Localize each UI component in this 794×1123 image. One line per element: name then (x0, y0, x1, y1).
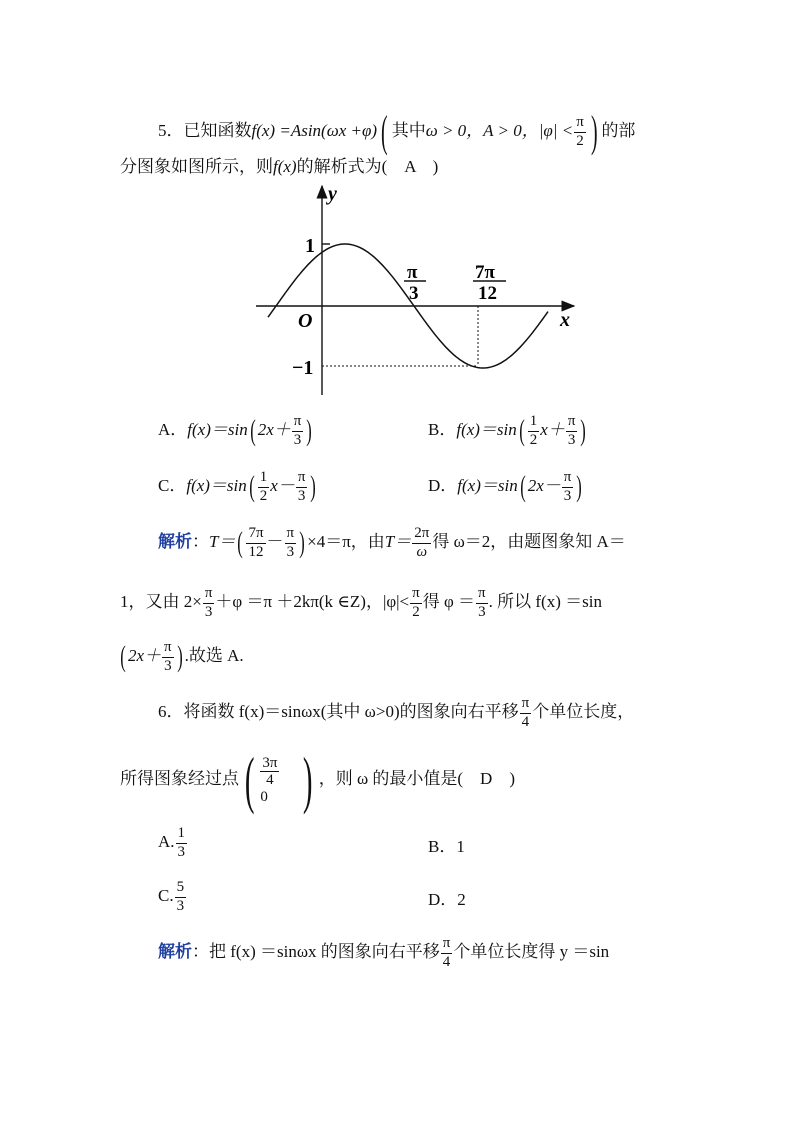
q5-solution-line2: 1，又由 2× $\frac{\pi}{3}$ ＋φ ＝π ＋2kπ(k ∈Z)，|φ|< $\frac{\pi}{2}$ 得 φ ＝ $\frac{\pi}{3}$ . 所以 f(x) ＝sin (120, 585, 602, 620)
q5-option-d: D．f(x)＝sin( 2x－ $\frac{\pi}{3}$ ) (428, 469, 583, 504)
paren-open: ( (381, 107, 388, 156)
q6-option-a: A. $\frac{1}{3}$ (158, 825, 186, 860)
q5-solution-line3: ( 2x＋ $\frac{\pi}{3}$ ) .故选 A. (120, 639, 244, 674)
q5-option-a: A．f(x)＝sin( 2x＋ $\frac{\pi}{3}$ ) (158, 413, 313, 448)
fraction-pi-over-2: $\frac{\pi}{2}$ (576, 113, 584, 149)
y-axis-label: y (328, 183, 337, 205)
q6-stem-line2: 所得图象经过点( $\frac{3\pi}{4}$ 0 ) ，则 ω 的最小值是( D ) (120, 744, 515, 815)
x-axis-label: x (560, 309, 570, 331)
q5-option-c: C．f(x)＝sin( $\frac{1}{2}$ x－ $\frac{\pi}{3}$ ) (158, 469, 317, 504)
label-pi3-num: π (407, 262, 418, 283)
label-one: 1 (305, 235, 315, 257)
q5-stem-line1: 5．已知函数f(x) =Asin(ωx +φ)( 其中ω > 0，A > 0，|φ| < $\frac{\pi}{2}$ ) 的部 (158, 107, 636, 156)
label-neg-one: −1 (292, 357, 314, 379)
label-7pi12-den: 12 (478, 283, 497, 304)
origin-label: O (298, 310, 313, 332)
q6-option-b: B．1 (428, 837, 465, 856)
q6-option-c: C. $\frac{5}{3}$ (158, 879, 185, 914)
q5-stem-line2: 分图象如图所示，则f(x)的解析式为( A ) (120, 157, 439, 176)
q5-option-b: B．f(x)＝sin( $\frac{1}{2}$ x＋ $\frac{\pi}{3}$ ) (428, 413, 587, 448)
q6-stem-line1: 6．将函数 f(x)＝sinωx(其中 ω>0)的图象向右平移 $\frac{\pi}{4}$ 个单位长度， (158, 695, 635, 730)
q5-solution-line1: 解析：T＝( $\frac{7\pi}{12}$ － $\frac{\pi}{3}$ ) ×4＝π，由T＝ $\frac{2\pi}{\omega}$ 得 ω＝2，由题图象知 A＝ (158, 525, 626, 560)
q6-solution-line1: 解析：把 f(x) ＝sinωx 的图象向右平移 $\frac{\pi}{4}$ 个单位长度得 y ＝sin (158, 935, 610, 970)
label-pi3-den: 3 (409, 283, 419, 304)
sine-curve (268, 244, 548, 368)
label-7pi12-num: 7π (475, 262, 495, 283)
q6-option-d: D．2 (428, 890, 466, 909)
